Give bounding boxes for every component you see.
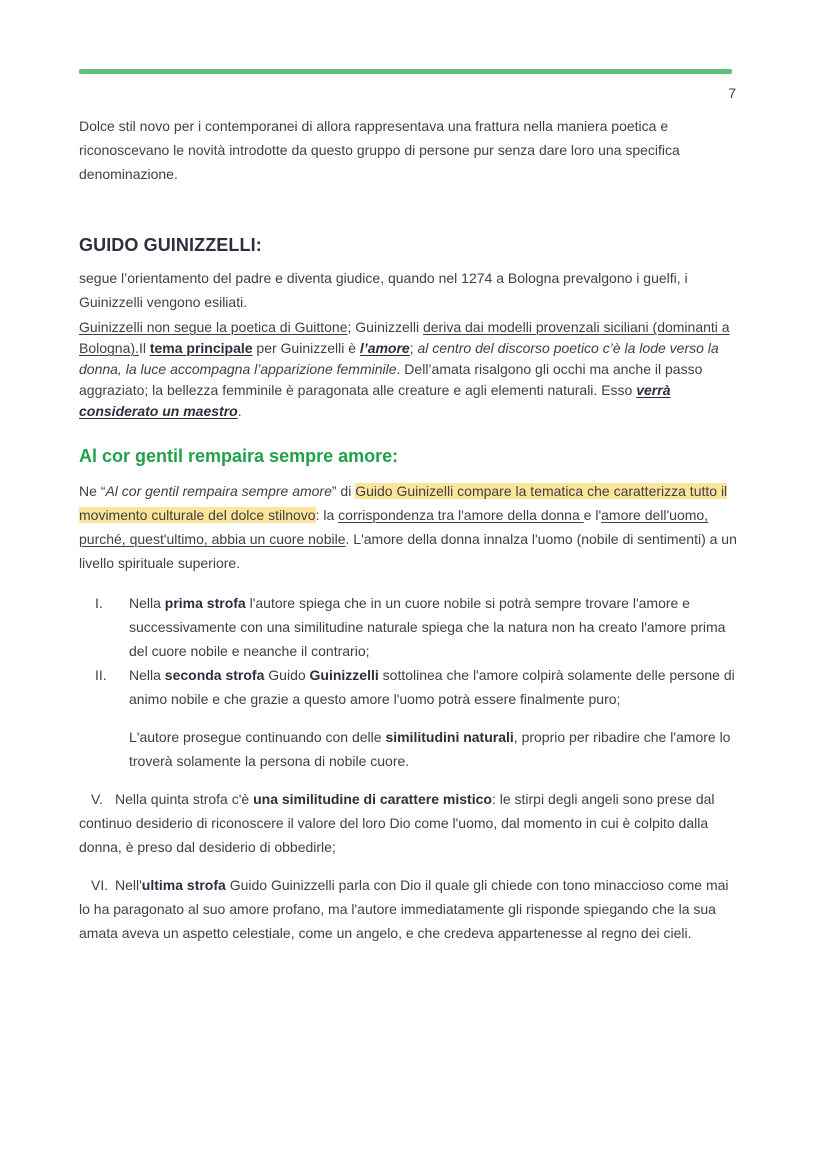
list-item-number: I. bbox=[95, 595, 103, 611]
bold-italic-phrase: l’amore bbox=[359, 340, 410, 356]
poetics-paragraph: Guinizzelli non segue la poetica di Guittone; Guinizzelli deriva dai modelli provenzali siciliani (dominanti a Bologna).Il tema principale per Guinizzelli è l’amore; al centro del discorso poetico c’è la lode verso la donna, la luce accompagna l’apparizione femminile. Dell’amata risalgono gli occhi ma anche il passo aggraziato; la bellezza femminile è paragonata alle creature e agli elementi naturali. Esso verrà considerato un maestro. bbox=[79, 319, 730, 419]
underlined-phrase: deriva dai modelli provenzali siciliani (dominanti a Bologna). bbox=[79, 319, 730, 356]
poem-title: Al cor gentil rempaira sempre amore bbox=[105, 483, 332, 499]
highlighted-phrase: Guido Guinizelli compare la tematica che caratterizza tutto il movimento culturale del dolce stilnovo bbox=[79, 483, 728, 523]
stanza-list bbox=[79, 591, 739, 711]
header-rule bbox=[79, 69, 732, 74]
bio-paragraph: segue l’orientamento del padre e diventa giudice, quando nel 1274 a Bologna prevalgono i guelfi, i Guinizzelli vengono esiliati. bbox=[79, 270, 688, 310]
continuation-paragraph: L'autore prosegue continuando con delle similitudini naturali, proprio per ribadire che l'amore lo troverà solamente la persona di nobile cuore. bbox=[129, 729, 731, 769]
document-body bbox=[79, 114, 739, 945]
list-item: II. Nella seconda strofa Guido Guinizzelli sottolinea che l'amore colpirà solamente delle persone di animo nobile e che grazie a questo amore l'uomo potrà essere finalmente puro; bbox=[79, 663, 739, 711]
list-item: VI. Nell'ultima strofa Guido Guinizzelli parla con Dio il quale gli chiede con tono minaccioso come mai lo ha paragonato al suo amore profano, ma l'autore immediatamente gli risponde spiegando che la sua amata aveva un aspetto celestiale, come un angelo, e che credeva appartenesse al regno dei cieli. bbox=[79, 873, 739, 945]
intro-paragraph: Dolce stil novo per i contemporanei di allora rappresentava una frattura nella maniera poetica e riconoscevano le novità introdotte da questo gruppo di persone pur senza dare loro una specifica denominazione. bbox=[79, 118, 680, 182]
list-item: V. Nella quinta strofa c'è una similitudine di carattere mistico: le stirpi degli angeli sono prese dal continuo desiderio di riconoscere il valore del loro Dio come l'uomo, dal momento in cui è colpito dalla donna, è preso dal desiderio di obbedirle; bbox=[79, 787, 739, 859]
list-item-number: II. bbox=[95, 667, 107, 683]
list-item-number: VI. bbox=[91, 877, 109, 893]
bold-italic-phrase: verrà considerato un maestro bbox=[79, 382, 671, 419]
underlined-phrase: Guinizzelli non segue la poetica di Guittone bbox=[79, 319, 348, 335]
italic-phrase: al centro del discorso poetico c’è la lode verso la donna, la luce accompagna l’apparizione femminile bbox=[79, 340, 719, 377]
al-cor-paragraph: Ne “Al cor gentil rempaira sempre amore” di Guido Guinizelli compare la tematica che caratterizza tutto il movimento culturale del dolce stilnovo: la corrispondenza tra l'amore della donna e l'amore dell'uomo, purché, quest'ultimo, abbia un cuore nobile. L'amore della donna innalza l'uomo (nobile di sentimenti) a un livello spirituale superiore. bbox=[79, 483, 737, 571]
list-item-number: V. bbox=[91, 791, 103, 807]
underlined-phrase: corrispondenza tra l'amore della donna bbox=[338, 507, 584, 523]
underlined-phrase: amore dell'uomo, purché, quest'ultimo, abbia un cuore nobile bbox=[79, 507, 709, 547]
list-item: I. Nella prima strofa l'autore spiega che in un cuore nobile si potrà sempre trovare l'amore e successivamente con una similitudine naturale spiega che la natura non ha creato l'amore prima del cuore nobile e neanche il contrario; bbox=[79, 591, 739, 663]
section-heading-al-cor-gentil: Al cor gentil rempaira sempre amore: bbox=[79, 446, 399, 466]
page-number: 7 bbox=[728, 85, 736, 101]
section-heading-guinizzelli: GUIDO GUINIZZELLI: bbox=[79, 235, 262, 255]
bold-underlined-phrase: tema principale bbox=[149, 340, 253, 356]
